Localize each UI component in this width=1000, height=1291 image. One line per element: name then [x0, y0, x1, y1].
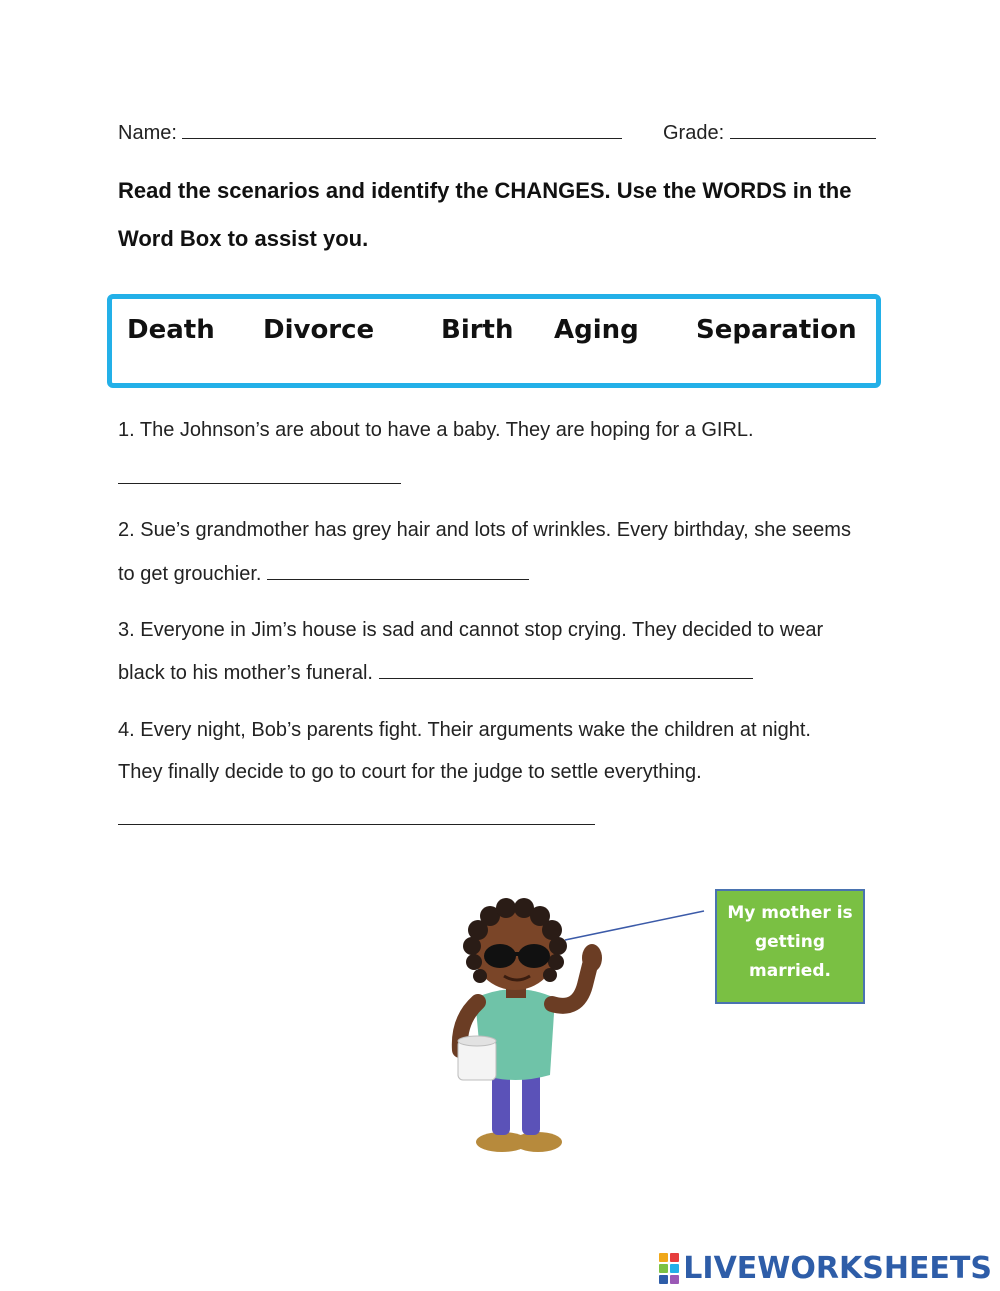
question-4-answer-line[interactable] — [118, 806, 595, 830]
question-4-text: 4. Every night, Bob’s parents fight. Their arguments wake the children at night. — [118, 719, 811, 741]
right-shoe — [514, 1132, 562, 1152]
word-divorce: Divorce — [263, 315, 375, 345]
question-2-line-2 — [118, 561, 529, 586]
instructions-line-2: Word Box to assist you. — [118, 226, 369, 251]
question-1-answer-line[interactable] — [118, 465, 401, 489]
question-4-text-cont: They finally decide to go to court for the judge to settle everything. — [118, 761, 702, 783]
question-2-text: 2. Sue’s grandmother has grey hair and lots of wrinkles. Every birthday, she seems — [118, 519, 851, 541]
speech-bubble-line-2: getting — [754, 932, 826, 952]
question-2-text-cont: to get grouchier. — [118, 563, 267, 585]
name-line — [118, 120, 622, 145]
grade-input-blank[interactable] — [730, 120, 876, 139]
question-3-line-2 — [118, 660, 753, 685]
grade-label: Grade: — [663, 122, 730, 144]
word-birth: Birth — [441, 315, 514, 345]
right-hand — [582, 944, 602, 972]
mug-rim — [458, 1036, 496, 1046]
grade-line — [663, 120, 876, 145]
logo-text: LIVEWORKSHEETS — [683, 1250, 992, 1286]
logo-blocks-icon — [659, 1253, 679, 1284]
word-separation: Separation — [696, 315, 857, 345]
speech-bubble-line-3: married. — [749, 961, 831, 981]
speech-bubble-line-1: My mother is — [727, 903, 853, 923]
name-label: Name: — [118, 122, 183, 144]
question-2-answer-line[interactable] — [267, 561, 529, 580]
word-aging: Aging — [554, 315, 639, 345]
word-box — [107, 294, 881, 388]
question-3-answer-line[interactable] — [379, 660, 753, 679]
speech-pointer-line — [565, 911, 704, 940]
liveworksheets-logo — [659, 1252, 992, 1284]
question-3-text: 3. Everyone in Jim’s house is sad and cannot stop crying. They decided to wear — [118, 619, 824, 641]
name-input-blank[interactable] — [182, 120, 622, 139]
instructions-line-1: Read the scenarios and identify the CHANGES. Use the WORDS in the — [118, 178, 852, 203]
speech-bubble — [715, 889, 865, 1004]
word-death: Death — [127, 315, 215, 345]
question-1-text: 1. The Johnson’s are about to have a baby. They are hoping for a GIRL. — [118, 419, 754, 441]
question-3-text-cont: black to his mother’s funeral. — [118, 662, 379, 684]
character-illustration — [420, 880, 720, 1170]
right-arm — [552, 965, 590, 1006]
